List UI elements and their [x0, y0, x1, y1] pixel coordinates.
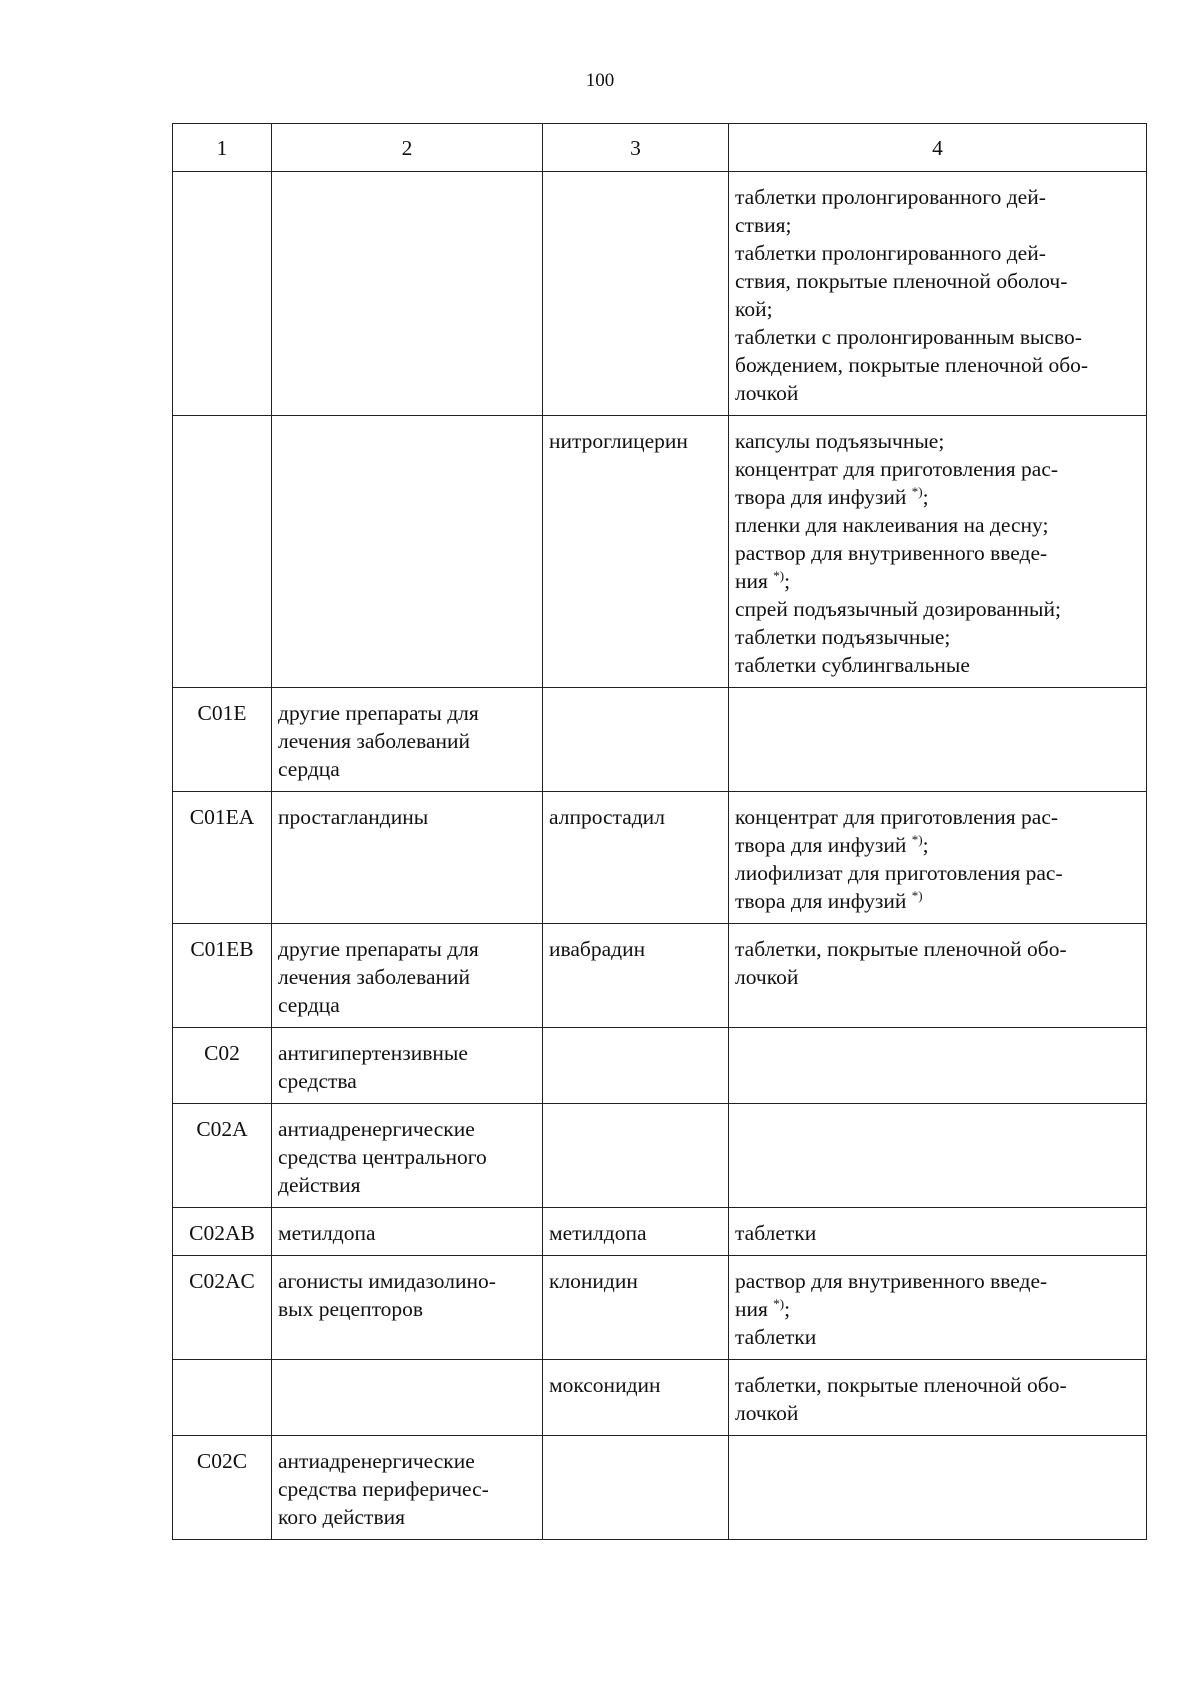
dosage-forms-cell	[729, 1028, 1147, 1104]
dosage-form-item	[735, 239, 1140, 323]
atc-code-cell: C02C	[173, 1436, 272, 1540]
dosage-form-item	[735, 1267, 1140, 1323]
group-name-cell: антиадренергические средства центрального действия	[272, 1104, 543, 1208]
dosage-form-text: таблетки, покрытые пленочной обо- лочкой	[735, 1373, 1067, 1425]
dosage-form-text: концентрат для приготовления рас- твора для инфузий	[735, 805, 1059, 857]
dosage-forms-cell	[729, 1360, 1147, 1436]
dosage-form-punctuation: ;	[922, 833, 929, 857]
dosage-forms-cell	[729, 1104, 1147, 1208]
atc-code-cell: C02AC	[173, 1256, 272, 1360]
dosage-form-text: таблетки пролонгированного дей- ствия, покрытые пленочной оболоч- кой;	[735, 241, 1068, 321]
dosage-form-item	[735, 183, 1140, 239]
atc-code-cell: C02A	[173, 1104, 272, 1208]
atc-code-cell: C02	[173, 1028, 272, 1104]
table-header-row	[173, 124, 1147, 172]
group-name-cell	[272, 1360, 543, 1436]
table-row	[173, 792, 1147, 924]
drug-name-cell: клонидин	[543, 1256, 729, 1360]
drug-name-cell	[543, 1436, 729, 1540]
footnote-mark: *)	[911, 888, 923, 903]
footnote-mark: *)	[773, 1296, 785, 1311]
footnote-mark: *)	[773, 568, 785, 583]
drug-name-cell: моксонидин	[543, 1360, 729, 1436]
atc-code-cell	[173, 1360, 272, 1436]
dosage-form-item	[735, 427, 1140, 455]
atc-code-cell: C01E	[173, 688, 272, 792]
dosage-form-text: концентрат для приготовления рас- твора для инфузий	[735, 457, 1059, 509]
drug-name-cell	[543, 1104, 729, 1208]
dosage-form-text: спрей подъязычный дозированный;	[735, 597, 1061, 621]
table-row	[173, 1436, 1147, 1540]
table-row	[173, 1256, 1147, 1360]
dosage-form-punctuation: ;	[784, 1297, 791, 1321]
drug-name-cell	[543, 1028, 729, 1104]
table-row	[173, 1028, 1147, 1104]
dosage-form-item	[735, 935, 1140, 991]
dosage-form-text: таблетки, покрытые пленочной обо- лочкой	[735, 937, 1067, 989]
group-name-cell: метилдопа	[272, 1208, 543, 1256]
header-cell: 2	[272, 124, 543, 172]
drug-name-cell: ивабрадин	[543, 924, 729, 1028]
group-name-cell: антигипертензивные средства	[272, 1028, 543, 1104]
drug-name-cell: нитроглицерин	[543, 416, 729, 688]
dosage-form-item	[735, 595, 1140, 623]
dosage-form-item	[735, 623, 1140, 651]
group-name-cell: агонисты имидазолино- вых рецепторов	[272, 1256, 543, 1360]
table-row	[173, 416, 1147, 688]
dosage-form-text: таблетки с пролонгированным высво- бождением, покрытые пленочной обо- лочкой	[735, 325, 1089, 405]
header-cell: 1	[173, 124, 272, 172]
table-row	[173, 172, 1147, 416]
footnote-mark: *)	[911, 832, 923, 847]
dosage-forms-cell	[729, 1436, 1147, 1540]
drug-name-cell: алпростадил	[543, 792, 729, 924]
dosage-form-text: таблетки подъязычные;	[735, 625, 951, 649]
dosage-forms-cell	[729, 1208, 1147, 1256]
group-name-cell: другие препараты для лечения заболеваний сердца	[272, 924, 543, 1028]
atc-code-cell: C02AB	[173, 1208, 272, 1256]
dosage-form-item	[735, 1323, 1140, 1351]
atc-code-cell: C01EB	[173, 924, 272, 1028]
table-row	[173, 1360, 1147, 1436]
dosage-form-punctuation: ;	[922, 485, 929, 509]
dosage-forms-cell	[729, 688, 1147, 792]
header-cell: 4	[729, 124, 1147, 172]
dosage-form-text: таблетки сублингвальные	[735, 653, 970, 677]
dosage-form-text: таблетки пролонгированного дей- ствия;	[735, 185, 1046, 237]
group-name-cell: другие препараты для лечения заболеваний сердца	[272, 688, 543, 792]
dosage-form-item	[735, 803, 1140, 859]
atc-code-cell: C01EA	[173, 792, 272, 924]
dosage-form-item	[735, 859, 1140, 915]
table-row	[173, 924, 1147, 1028]
dosage-form-item	[735, 1219, 1140, 1247]
dosage-forms-cell	[729, 924, 1147, 1028]
dosage-form-text: таблетки	[735, 1325, 817, 1349]
dosage-form-item	[735, 323, 1140, 407]
atc-code-cell	[173, 172, 272, 416]
dosage-form-text: пленки для наклеивания на десну;	[735, 513, 1049, 537]
dosage-form-text: лиофилизат для приготовления рас- твора для инфузий	[735, 861, 1063, 913]
header-cell: 3	[543, 124, 729, 172]
dosage-form-item	[735, 651, 1140, 679]
page-number: 100	[585, 70, 615, 91]
drug-name-cell	[543, 688, 729, 792]
table-body	[173, 172, 1147, 1540]
drug-name-cell	[543, 172, 729, 416]
footnote-mark: *)	[911, 484, 923, 499]
dosage-form-text: раствор для внутривенного введе- ния	[735, 541, 1048, 593]
table-row	[173, 688, 1147, 792]
group-name-cell	[272, 416, 543, 688]
drug-name-cell: метилдопа	[543, 1208, 729, 1256]
group-name-cell: простагландины	[272, 792, 543, 924]
atc-code-cell	[173, 416, 272, 688]
dosage-form-text: таблетки	[735, 1221, 817, 1245]
dosage-forms-cell	[729, 416, 1147, 688]
dosage-forms-cell	[729, 172, 1147, 416]
dosage-forms-cell	[729, 792, 1147, 924]
dosage-form-text: капсулы подъязычные;	[735, 429, 945, 453]
group-name-cell: антиадренергические средства периферичес- кого действия	[272, 1436, 543, 1540]
dosage-form-item	[735, 1371, 1140, 1427]
table-row	[173, 1208, 1147, 1256]
dosage-forms-cell	[729, 1256, 1147, 1360]
dosage-form-item	[735, 511, 1140, 539]
dosage-form-text: раствор для внутривенного введе- ния	[735, 1269, 1048, 1321]
drug-table	[172, 123, 1147, 1540]
dosage-form-item	[735, 455, 1140, 511]
table-row	[173, 1104, 1147, 1208]
dosage-form-punctuation: ;	[784, 569, 791, 593]
dosage-form-item	[735, 539, 1140, 595]
group-name-cell	[272, 172, 543, 416]
